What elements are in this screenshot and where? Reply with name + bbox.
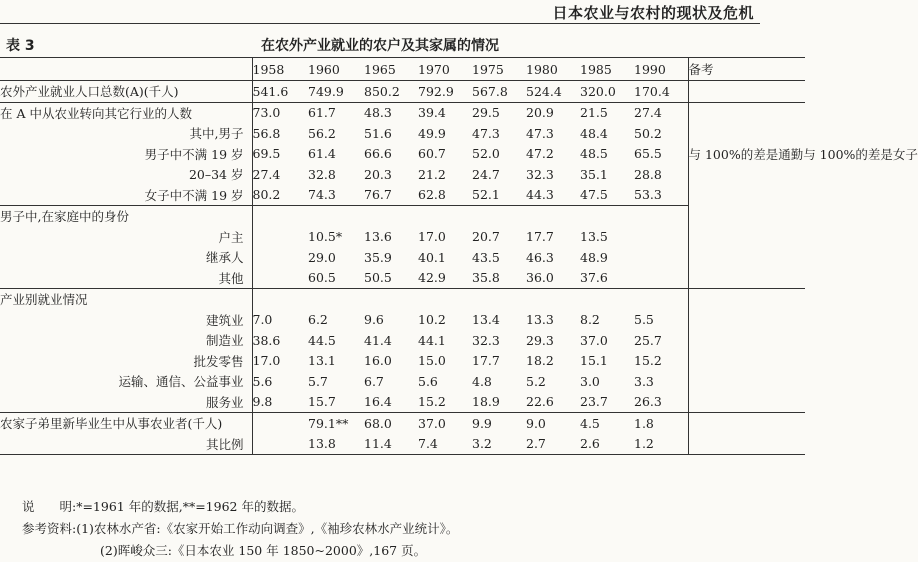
row-label: 农外产业就业人口总数(A)(千人): [0, 81, 252, 103]
cell: 39.4: [418, 105, 446, 121]
cell: 27.4: [252, 166, 281, 182]
cell: 17.0: [418, 229, 446, 245]
cell: 32.3: [526, 166, 554, 182]
row-label: 建筑业: [0, 310, 252, 331]
cell: 65.5: [634, 146, 662, 162]
table-row: [0, 434, 805, 455]
cell: 567.8: [472, 81, 526, 103]
cell: 7.0: [252, 312, 273, 328]
cell: 17.0: [252, 353, 281, 369]
remarks-note: 与 100%的差是通勤与 100%的差是女子: [688, 102, 805, 206]
year-header: 1958: [252, 58, 308, 81]
cell: 48.3: [364, 105, 392, 121]
cell: 3.2: [472, 434, 526, 455]
row-label: 制造业: [0, 330, 252, 351]
year-header: 1990: [634, 58, 688, 81]
section-heading: 男子中,在家庭中的身份: [0, 206, 252, 227]
cell: 2.7: [526, 434, 580, 455]
row-label: 农家子弟里新毕业生中从事农业者(千人): [0, 413, 252, 434]
cell: 47.3: [472, 125, 500, 141]
cell: 49.9: [418, 125, 446, 141]
cell: 41.4: [364, 332, 392, 348]
row-label: 男子中不满 19 岁: [0, 144, 252, 165]
cell: 46.3: [526, 249, 554, 265]
cell: 37.0: [580, 332, 608, 348]
cell: 9.9: [472, 415, 492, 431]
cell: 7.4: [418, 434, 472, 455]
cell: 20.9: [526, 105, 554, 121]
row-label: 继承人: [0, 247, 252, 268]
cell: 50.5: [364, 268, 418, 289]
cell: 13.5: [580, 229, 608, 245]
row-label: 其中,男子: [0, 123, 252, 144]
cell: 32.8: [308, 166, 336, 182]
year-header: 1965: [364, 58, 418, 81]
cell: 25.7: [634, 332, 662, 348]
cell: [634, 247, 688, 268]
row-label: 户主: [0, 227, 252, 248]
cell: [252, 268, 308, 289]
cell: 47.5: [580, 185, 634, 206]
cell: 50.2: [634, 125, 662, 141]
cell: 60.5: [308, 268, 364, 289]
cell: 22.6: [526, 392, 580, 413]
cell: 51.6: [364, 125, 392, 141]
year-header: 1975: [472, 58, 526, 81]
remarks-header: 备考: [688, 58, 805, 81]
year-header-row: [0, 58, 805, 81]
cell: 35.8: [472, 268, 526, 289]
table-row: [0, 144, 805, 165]
footnote-source: 参考资料:(1)农林水产省:《农家开始工作动向调查》,《袖珍农林水产业统计》。: [22, 521, 459, 536]
cell: [252, 413, 308, 434]
cell: 15.0: [418, 353, 446, 369]
table-row: [0, 102, 805, 123]
cell: 170.4: [634, 81, 688, 103]
cell: 23.7: [580, 392, 634, 413]
cell: 8.2: [580, 312, 600, 328]
cell: 9.0: [526, 415, 546, 431]
cell: 74.3: [308, 185, 364, 206]
year-header: 1985: [580, 58, 634, 81]
year-header: 1970: [418, 58, 472, 81]
year-header: 1960: [308, 58, 364, 81]
cell: 29.0: [308, 249, 336, 265]
cell: 48.4: [580, 125, 608, 141]
data-table: [0, 57, 918, 455]
cell: 42.9: [418, 268, 472, 289]
cell: [634, 268, 688, 289]
cell: 15.7: [308, 392, 364, 413]
footnote-source-2: (2)晖峻众三:《日本农业 150 年 1850~2000》,167 页。: [100, 543, 427, 558]
cell: 47.3: [526, 125, 554, 141]
table-label: 表 3: [6, 38, 35, 54]
cell: 44.1: [418, 332, 446, 348]
cell: 43.5: [472, 249, 500, 265]
cell: 32.3: [472, 332, 500, 348]
cell: 16.4: [364, 392, 418, 413]
cell: 1.2: [634, 434, 688, 455]
cell: 44.3: [526, 185, 580, 206]
table-row: [0, 392, 805, 413]
cell: 80.2: [252, 185, 308, 206]
cell: 79.1**: [308, 415, 349, 431]
cell: 60.7: [418, 146, 446, 162]
cell: [634, 227, 688, 248]
cell: 10.5*: [308, 229, 343, 245]
cell: 13.8: [308, 434, 364, 455]
cell: 47.2: [526, 146, 554, 162]
cell: 13.6: [364, 229, 392, 245]
table-title: 在农外产业就业的农户及其家属的情况: [261, 38, 499, 54]
cell: 29.5: [472, 105, 500, 121]
footnotes: [22, 496, 458, 562]
cell: 1.8: [634, 415, 654, 431]
cell: 17.7: [526, 229, 554, 245]
cell: 53.3: [634, 185, 688, 206]
cell: 524.4: [526, 81, 580, 103]
cell: [252, 434, 308, 455]
footnote-explanation: 说 明:*=1961 年的数据,**=1962 年的数据。: [22, 499, 304, 514]
cell: 69.5: [252, 146, 281, 162]
table-row: [0, 227, 805, 248]
section-heading-row: [0, 206, 805, 227]
cell: 11.4: [364, 434, 418, 455]
cell: 61.7: [308, 105, 336, 121]
cell: 5.7: [308, 373, 328, 389]
cell: 20.3: [364, 166, 392, 182]
cell: 20.7: [472, 229, 500, 245]
header-rule: [0, 23, 760, 24]
cell: 3.3: [634, 373, 654, 389]
cell: 16.0: [364, 353, 392, 369]
cell: 6.2: [308, 312, 328, 328]
year-header: 1980: [526, 58, 580, 81]
cell: 320.0: [580, 81, 634, 103]
cell: 66.6: [364, 146, 392, 162]
cell: 792.9: [418, 81, 472, 103]
cell: 73.0: [252, 105, 281, 121]
cell: 6.7: [364, 373, 384, 389]
cell: 13.1: [308, 353, 336, 369]
cell: 5.6: [252, 373, 273, 389]
cell: 15.2: [418, 392, 472, 413]
cell: 61.4: [308, 146, 336, 162]
cell: [252, 227, 308, 248]
cell: 52.0: [472, 146, 500, 162]
cell: 26.3: [634, 392, 688, 413]
cell: 56.2: [308, 125, 336, 141]
table-row: [0, 123, 805, 144]
cell: 21.2: [418, 166, 446, 182]
cell: 5.2: [526, 373, 546, 389]
cell: 3.0: [580, 373, 600, 389]
cell: 5.6: [418, 373, 438, 389]
cell: 9.8: [252, 392, 308, 413]
table-row: [0, 185, 805, 206]
cell: 52.1: [472, 185, 526, 206]
cell: 48.9: [580, 249, 608, 265]
cell: 29.3: [526, 332, 554, 348]
cell: 13.4: [472, 312, 500, 328]
cell: 76.7: [364, 185, 418, 206]
cell: 21.5: [580, 105, 608, 121]
cell: 15.2: [634, 353, 662, 369]
cell: 4.8: [472, 373, 492, 389]
table-row: [0, 268, 805, 289]
cell: 48.5: [580, 146, 608, 162]
row-label: 其他: [0, 268, 252, 289]
table-row: [0, 351, 805, 372]
cell: 38.6: [252, 332, 281, 348]
cell: 28.8: [634, 166, 662, 182]
cell: 24.7: [472, 166, 500, 182]
table-row: [0, 81, 805, 103]
section-heading: 产业别就业情况: [0, 289, 252, 310]
row-label: 其比例: [0, 434, 252, 455]
cell: 27.4: [634, 105, 662, 121]
row-label: 服务业: [0, 392, 252, 413]
table-row: [0, 247, 805, 268]
cell: 10.2: [418, 312, 446, 328]
cell: 62.8: [418, 185, 472, 206]
cell: 2.6: [580, 434, 634, 455]
cell: 56.8: [252, 125, 281, 141]
cell: 37.0: [418, 415, 446, 431]
cell: 15.1: [580, 353, 608, 369]
cell: 17.7: [472, 353, 500, 369]
cell: 36.0: [526, 268, 580, 289]
table-row: [0, 330, 805, 351]
row-label: 在 A 中从农业转向其它行业的人数: [0, 102, 252, 123]
cell: 9.6: [364, 312, 384, 328]
row-label: 20–34 岁: [0, 164, 252, 185]
row-label: 批发零售: [0, 351, 252, 372]
cell: 13.3: [526, 312, 554, 328]
cell: 18.9: [472, 392, 526, 413]
cell: 18.2: [526, 353, 554, 369]
cell: 749.9: [308, 81, 364, 103]
cell: 68.0: [364, 415, 392, 431]
row-label: 运输、通信、公益事业: [0, 371, 252, 392]
table-row: [0, 413, 805, 434]
cell: 44.5: [308, 332, 336, 348]
table-row: [0, 371, 805, 392]
cell: [252, 247, 308, 268]
table-row: [0, 164, 805, 185]
cell: 850.2: [364, 81, 418, 103]
cell: 541.6: [252, 81, 308, 103]
table-row: [0, 310, 805, 331]
cell: 5.5: [634, 312, 654, 328]
cell: 40.1: [418, 249, 446, 265]
cell: 35.9: [364, 249, 392, 265]
cell: 35.1: [580, 166, 608, 182]
running-header: 日本农业与农村的现状及危机: [552, 4, 754, 22]
row-label: 女子中不满 19 岁: [0, 185, 252, 206]
section-heading-row: [0, 289, 805, 310]
cell: 37.6: [580, 268, 634, 289]
cell: 4.5: [580, 415, 600, 431]
